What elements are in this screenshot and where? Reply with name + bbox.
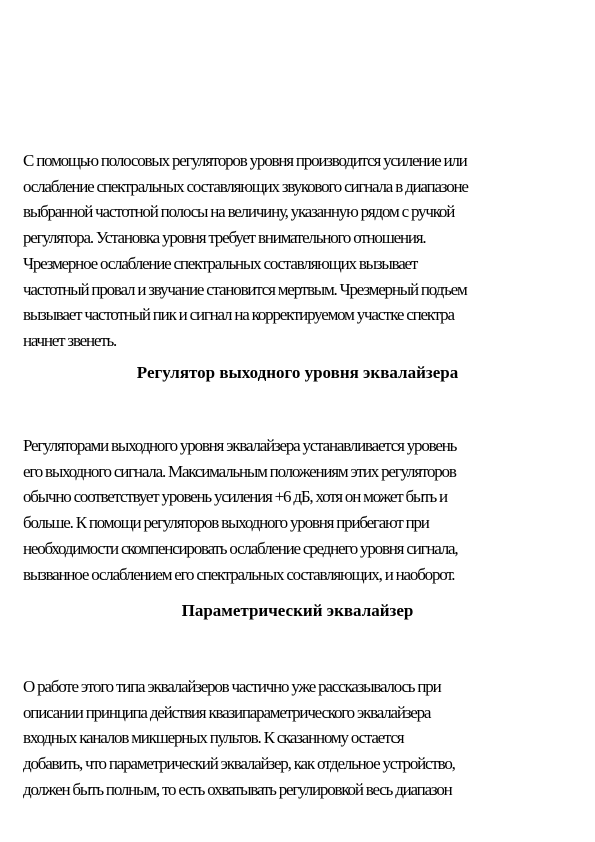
text-line: регулятора. Установка уровня требует внимательного отношения. bbox=[23, 228, 426, 248]
text-line: должен быть полным, то есть охватывать регулировкой весь диапазон bbox=[23, 779, 452, 799]
text-line: Регуляторами выходного уровня эквалайзера устанавливается уровень bbox=[23, 436, 457, 455]
text-line: обычно соответствует уровень усиления +6 дБ, хотя он может быть и bbox=[23, 487, 447, 507]
text-line: выбранной частотной полосы на величину, указанную рядом с ручкой bbox=[23, 202, 455, 222]
heading-output-level-regulator: Регулятор выходного уровня эквалайзера bbox=[136, 363, 459, 382]
text-line: начнет звенеть. bbox=[23, 330, 117, 350]
heading-parametric-equalizer: Параметрический эквалайзер bbox=[181, 601, 414, 620]
text-line: больше. К помощи регуляторов выходного уровня прибегают при bbox=[23, 513, 429, 533]
text-line: необходимости скомпенсировать ослабление среднего уровня сигнала, bbox=[23, 538, 458, 558]
text-line: его выходного сигнала. Максимальным положениям этих регуляторов bbox=[23, 461, 456, 481]
text-line: входных каналов микшерных пультов. К сказанному остается bbox=[23, 728, 404, 748]
paragraph-band-level-regulators bbox=[23, 148, 578, 354]
text-line: вызванное ослаблением его спектральных составляющих, и наоборот. bbox=[23, 564, 455, 584]
paragraph-output-level bbox=[23, 433, 578, 587]
text-line: вызывает частотный пик и сигнал на корректируемом участке спектра bbox=[23, 305, 454, 325]
text-line: частотный провал и звучание становится мертвым. Чрезмерный подъем bbox=[23, 279, 467, 299]
paragraph-parametric-equalizer bbox=[23, 674, 578, 803]
text-line: ослабление спектральных составляющих звукового сигнала в диапазоне bbox=[23, 176, 468, 196]
text-line: описании принципа действия квазипараметрического эквалайзера bbox=[23, 702, 431, 722]
text-line: добавить, что параметрический эквалайзер, как отдельное устройство, bbox=[23, 754, 455, 774]
text-line: О работе этого типа эквалайзеров частично уже рассказывалось при bbox=[23, 677, 441, 696]
text-line: Чрезмерное ослабление спектральных составляющих вызывает bbox=[23, 253, 418, 273]
text-line: С помощью полосовых регуляторов уровня производится усиление или bbox=[23, 151, 467, 170]
